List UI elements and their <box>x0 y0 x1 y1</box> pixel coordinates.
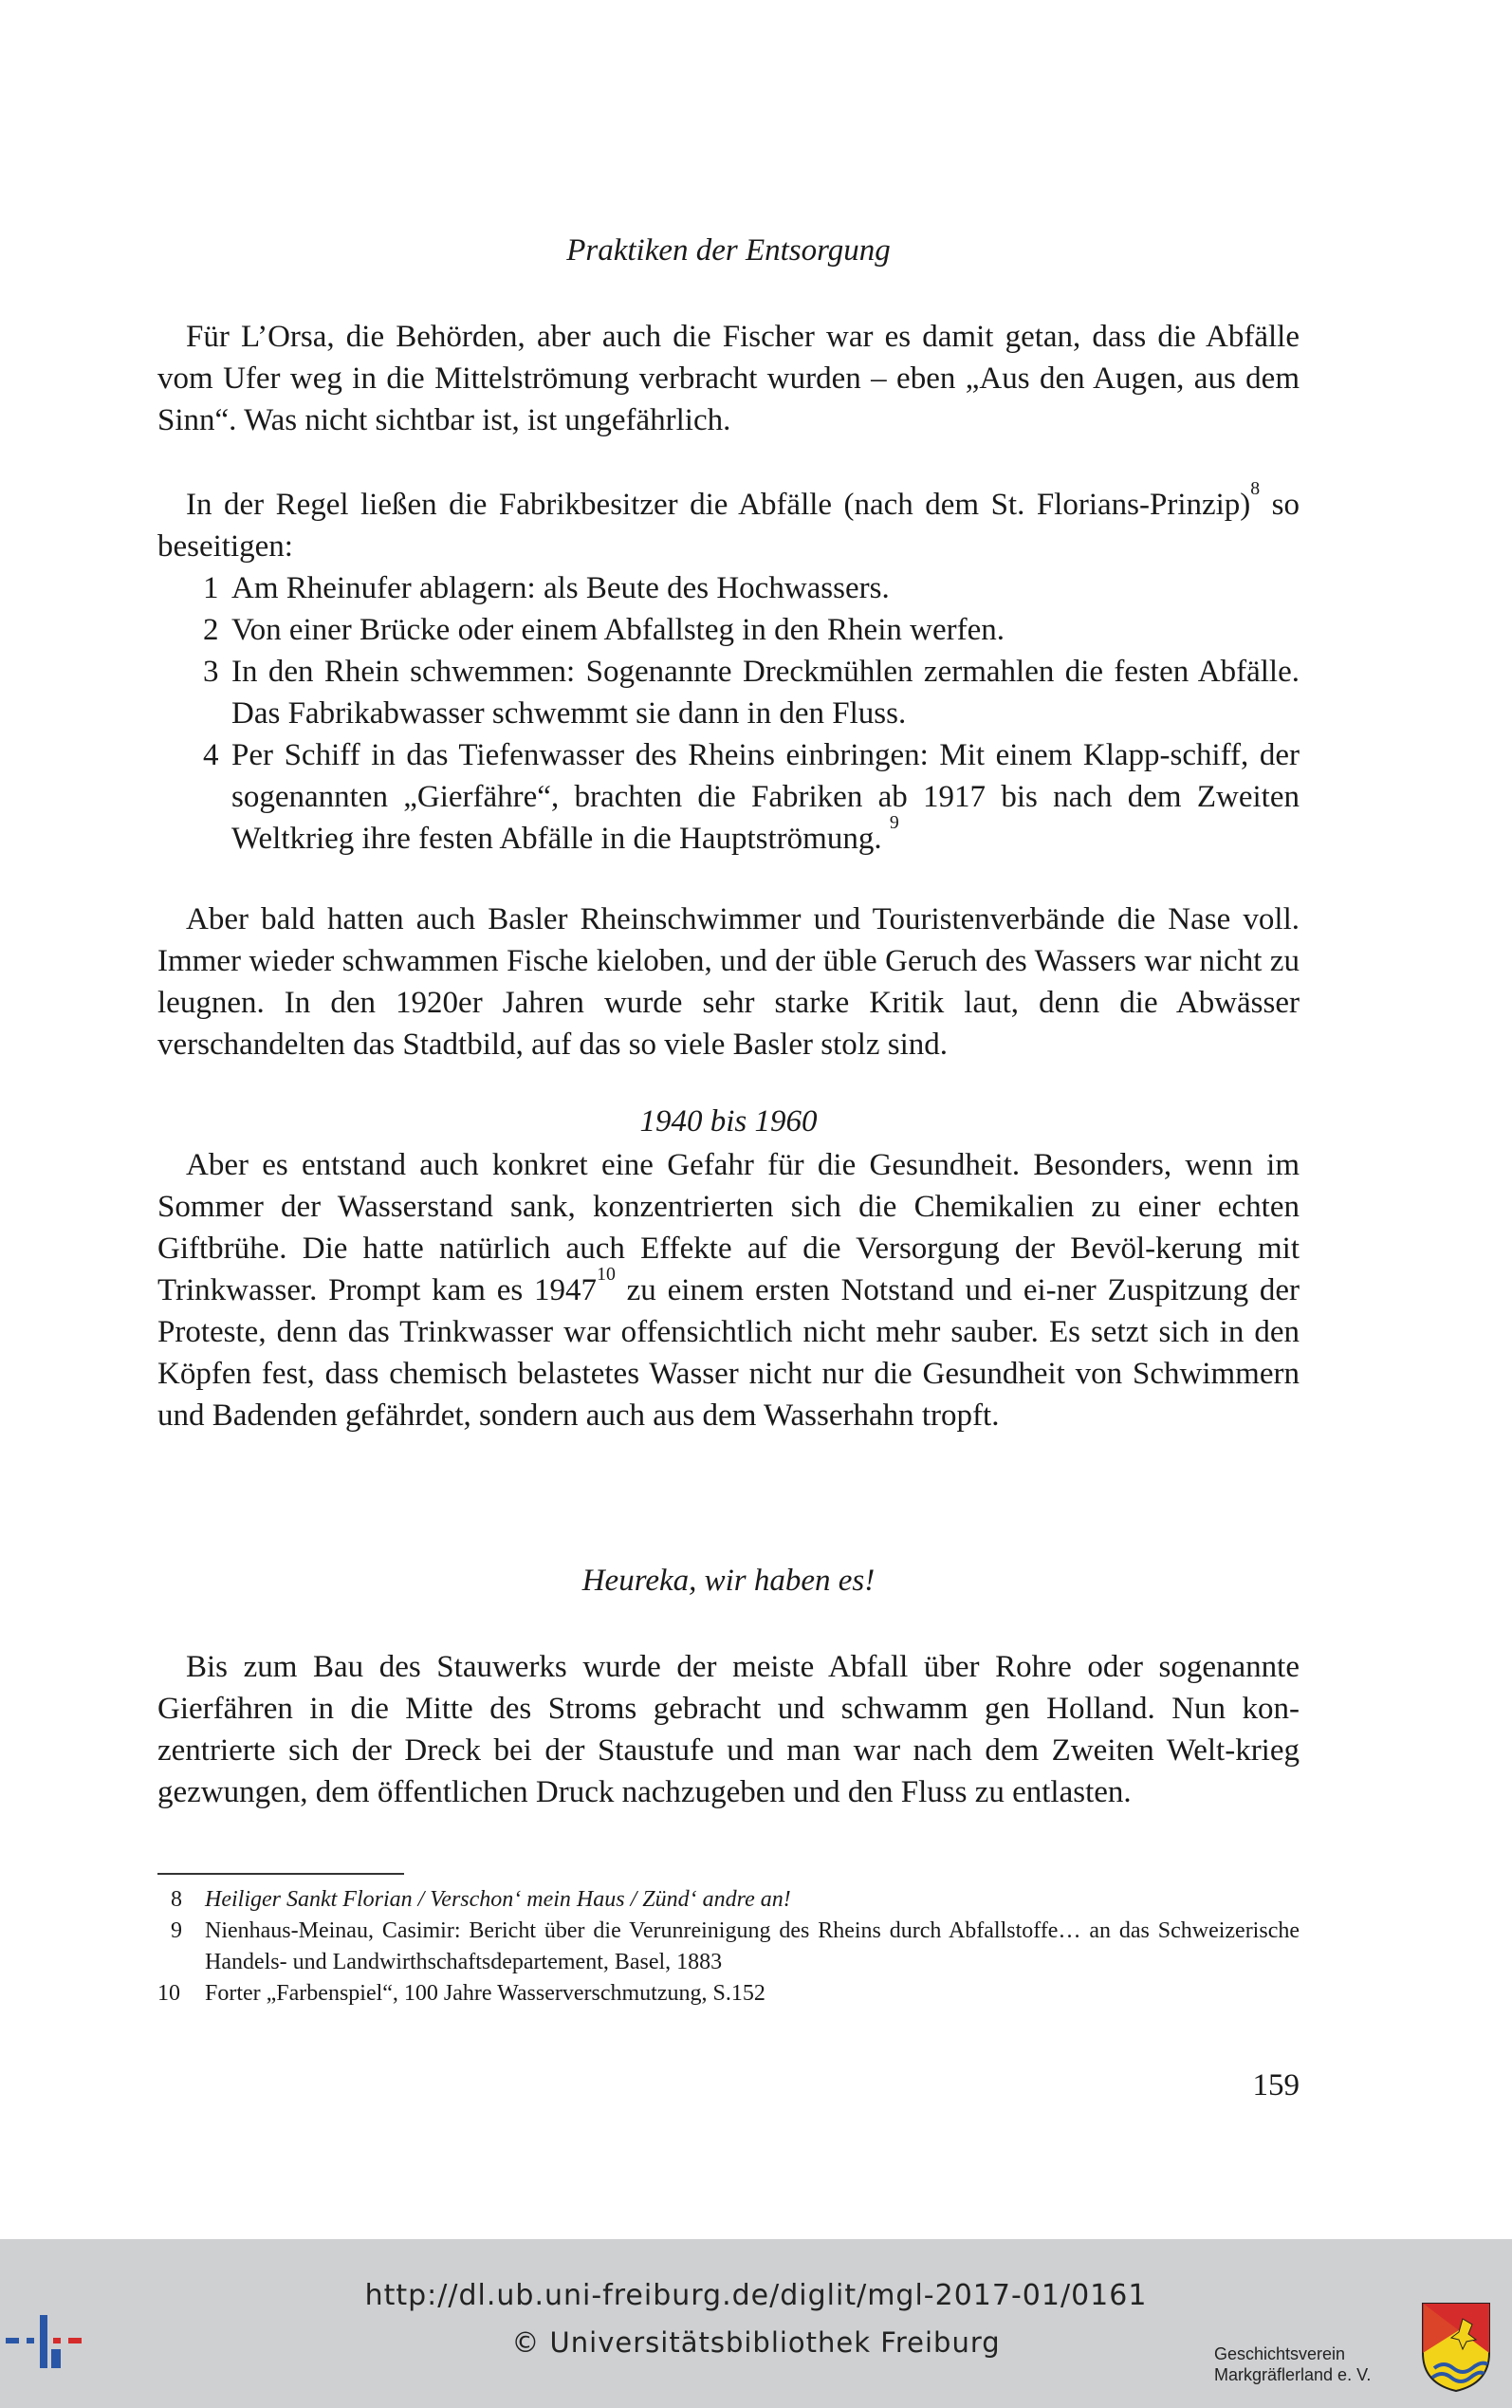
copyright-text: © Universitätsbibliothek Freiburg <box>511 2326 1001 2359</box>
footnote-9 <box>157 1916 1300 1978</box>
list-item <box>157 651 1300 734</box>
footnote-8 <box>157 1884 1300 1916</box>
footnote-10 <box>157 1978 1300 2010</box>
list-text: Von einer Brücke oder einem Abfallsteg in den Rhein werfen. <box>231 613 1005 647</box>
footnote-ref-8: 8 <box>1250 478 1261 499</box>
paragraph-5 <box>157 1646 1300 1813</box>
list-item <box>157 734 1300 860</box>
document-url-link[interactable]: http://dl.ub.uni-freiburg.de/diglit/mgl-2017-01/0161 <box>364 2279 1148 2312</box>
section-heading-1940: 1940 bis 1960 <box>639 1104 818 1139</box>
paragraph-4 <box>157 1144 1300 1436</box>
footnote-number: 9 <box>171 1918 182 1943</box>
list-text: In den Rhein schwemmen: Sogenannte Dreckmühlen zermahlen die festen Abfälle. Das Fabrikabwasser schwemmt sie dann in den Fluss. <box>231 655 1300 731</box>
list-item <box>157 609 1300 651</box>
section-heading-heureka: Heureka, wir haben es! <box>581 1564 876 1598</box>
footnote-number: 8 <box>171 1887 182 1912</box>
library-footer <box>0 2239 1512 2408</box>
footnote-text: Forter „Farbenspiel“, 100 Jahre Wasserverschmutzung, S.152 <box>205 1981 765 2006</box>
list-text: Per Schiff in das Tiefenwasser des Rheins einbringen: Mit einem Klapp-schiff, der sogenannten „Gierfähre“, brachten die Fabriken ab 1917 bis nach dem Zweiten Weltkrieg ihre festen Abfälle in die Hauptströmung. <box>231 738 1300 856</box>
footnote-ref-9: 9 <box>889 812 899 833</box>
paragraph-2-text: In der Regel ließen die Fabrikbesitzer die Abfälle (nach dem St. Florians-Prinzip) <box>186 488 1251 522</box>
paragraph-2-tail: so beseitigen: <box>157 488 1300 564</box>
society-name <box>1214 2343 1394 2385</box>
list-item <box>157 567 1300 609</box>
paragraph-2 <box>157 478 1300 567</box>
footnotes <box>157 1884 1300 2010</box>
footnote-divider <box>157 1873 404 1875</box>
paragraph-4-text-a: Aber es entstand auch konkret eine Gefahr für die Gesundheit. Besonders, wenn im Sommer der Wasserstand sank, konzentrierten sich die Chemikalien zu einer echten Giftbrühe. Die hatte natürlich auch Effekte auf die Versorgung der Bevöl-kerung mit Trinkwasser. Prompt kam es 1947 <box>157 1148 1300 1307</box>
disposal-list <box>157 567 1300 860</box>
paragraph-3-text: Aber bald hatten auch Basler Rheinschwimmer und Touristenverbände die Nase voll. Immer wieder schwammen Fische kieloben, und der üble Geruch des Wassers war nicht zu leugnen. In den 1920er Jahren wurde sehr starke Kritik laut, denn die Abwässer verschandelten das Stadtbild, auf das so viele Basler stolz sind. <box>157 902 1300 1062</box>
list-number: 4 <box>203 738 219 772</box>
coat-of-arms-icon <box>1421 2302 1491 2393</box>
society-line-1: Geschichtsverein <box>1214 2344 1346 2363</box>
list-number: 3 <box>203 655 219 689</box>
footnote-ref-10: 10 <box>597 1264 616 1285</box>
list-number: 1 <box>203 571 219 605</box>
paragraph-5-text: Bis zum Bau des Stauwerks wurde der meiste Abfall über Rohre oder sogenannte Gierfähren in die Mitte des Stroms gebracht und schwamm gen Holland. Nun kon-zentrierte sich der Dreck bei der Staustufe und man war nach dem Zweiten Welt-krieg gezwungen, dem öffentlichen Druck nachzugeben und den Fluss zu entlasten. <box>157 1650 1300 1809</box>
footnote-number: 10 <box>157 1981 180 2006</box>
paragraph-1-text: Für L’Orsa, die Behörden, aber auch die Fischer war es damit getan, dass die Abfälle vom Ufer weg in die Mittelströmung verbracht wurden – eben „Aus den Augen, aus dem Sinn“. Was nicht sichtbar ist, ist ungefährlich. <box>157 320 1300 437</box>
paragraph-4-text-b: zu einem ersten Notstand und ei-ner Zuspitzung der Proteste, denn das Trinkwasser war offensichtlich nicht mehr sauber. Es setzt sich in den Köpfen fest, dass chemisch belastetes Wasser nicht nur die Gesundheit von Schwimmern und Badenden gefährdet, sondern auch aus dem Wasserhahn tropft. <box>157 1273 1300 1433</box>
paragraph-3 <box>157 898 1300 1065</box>
section-heading-praktiken: Praktiken der Entsorgung <box>566 233 891 268</box>
list-text: Am Rheinufer ablagern: als Beute des Hochwassers. <box>231 571 890 605</box>
page-number: 159 <box>1252 2068 1300 2102</box>
footnote-text: Nienhaus-Meinau, Casimir: Bericht über die Verunreinigung des Rheins durch Abfallstoffe… an das Schweizerische Handels- und Landwirthschaftsdepartement, Basel, 1883 <box>205 1918 1300 1974</box>
society-line-2: Markgräflerland e. V. <box>1214 2365 1372 2384</box>
footnote-text: Heiliger Sankt Florian / Verschon‘ mein Haus / Zünd‘ andre an! <box>205 1887 791 1912</box>
list-number: 2 <box>203 613 219 647</box>
paragraph-1 <box>157 316 1300 441</box>
